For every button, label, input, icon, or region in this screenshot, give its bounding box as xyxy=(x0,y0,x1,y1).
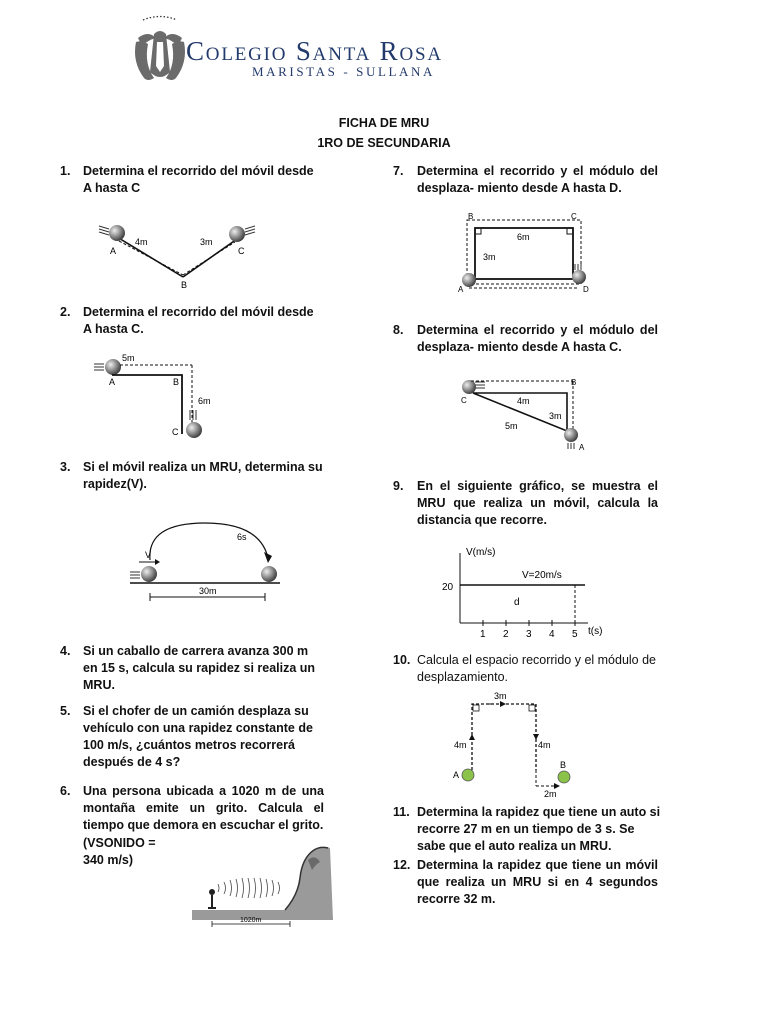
fig3-time-label: 6s xyxy=(237,532,247,542)
fig8-label-a: A xyxy=(579,443,585,452)
figure-6 xyxy=(190,840,335,932)
fig7-label-d: D xyxy=(583,285,589,294)
fig3-distance-label: 30m xyxy=(199,586,217,596)
fig2-label-c: C xyxy=(172,427,179,437)
question-text: Determina el recorrido del móvil desde A hasta C xyxy=(83,164,314,195)
fig8-label-c: C xyxy=(461,396,467,405)
figure-10 xyxy=(450,690,580,800)
fig10-bottom-distance: 2m xyxy=(544,789,557,799)
question-number: 4. xyxy=(60,644,71,658)
fig3-velocity-label: V xyxy=(145,550,152,560)
question-note-1: (VSONIDO = xyxy=(83,836,156,850)
question-number: 2. xyxy=(60,305,71,319)
fig7-label-b: B xyxy=(468,212,474,221)
chart-area-label: d xyxy=(514,597,520,608)
question-number: 12. xyxy=(393,858,411,872)
sheet-subtitle: 1RO DE SECUNDARIA xyxy=(317,136,451,150)
question-number: 1. xyxy=(60,164,71,178)
question-text: En el siguiente gráfico, se muestra el MRU que realiza un móvil, calcula la distancia que recorre. xyxy=(417,479,658,527)
school-header xyxy=(130,12,490,87)
question-text: Determina la rapidez que tiene un auto si recorre 27 m en un tiempo de 3 s. Se sabe que el auto realiza un MRU. xyxy=(417,805,661,853)
question-text: Determina el recorrido del móvil desde A hasta C. xyxy=(83,305,314,336)
figure-3 xyxy=(125,518,290,603)
velocity-time-chart xyxy=(440,543,615,648)
question-text: Si el móvil realiza un MRU, determina su rapidez(V). xyxy=(83,460,323,491)
question-text: Calcula el espacio recorrido y el módulo de desplazamiento. xyxy=(417,653,657,684)
fig8-distance-ca: 5m xyxy=(505,421,518,431)
chart-x-tick-label: 3 xyxy=(526,629,532,640)
school-name: Colegio Santa Rosa xyxy=(186,36,443,66)
question-text: Determina el recorrido y el módulo del desplaza- miento desde A hasta C. xyxy=(417,323,658,354)
chart-y-axis-label: V(m/s) xyxy=(466,547,496,558)
fig10-left-distance: 4m xyxy=(454,740,467,750)
question-number: 3. xyxy=(60,460,71,474)
figure-7 xyxy=(455,208,595,298)
figure-1 xyxy=(95,215,270,295)
fig10-right-distance: 4m xyxy=(538,740,551,750)
sheet-title: FICHA DE MRU xyxy=(338,116,430,130)
fig1-label-a: A xyxy=(110,246,117,256)
chart-x-tick-label: 2 xyxy=(503,629,509,640)
chart-y-tick-20: 20 xyxy=(442,582,454,593)
fig7-height-label: 3m xyxy=(483,252,496,262)
fig2-label-b: B xyxy=(173,377,180,387)
fig10-label-a: A xyxy=(453,770,460,780)
figure-2 xyxy=(92,352,222,440)
fig7-label-c: C xyxy=(571,212,577,221)
fig10-label-b: B xyxy=(560,760,567,770)
chart-x-axis-label: t(s) xyxy=(588,626,603,637)
question-number: 11. xyxy=(393,805,410,819)
figure-8 xyxy=(455,373,595,455)
fig7-width-label: 6m xyxy=(517,232,530,242)
question-text: Si el chofer de un camión desplaza su vehículo con una rapidez constante de 100 m/s, ¿cuántos metros recorrerá después de 4 s? xyxy=(83,704,313,769)
question-number: 9. xyxy=(393,479,404,493)
question-note-2: 340 m/s) xyxy=(83,853,134,867)
fig6-distance-label: 1020m xyxy=(240,917,262,924)
fig2-label-a: A xyxy=(109,377,116,387)
fig10-top-distance: 3m xyxy=(494,691,507,701)
question-number: 6. xyxy=(60,784,71,798)
fig1-label-c: C xyxy=(238,246,245,256)
fig8-label-b: B xyxy=(571,378,577,387)
question-text: Determina la rapidez que tiene un móvil que realiza un MRU si en 4 segundos recorre 32 m. xyxy=(417,858,658,906)
chart-x-tick-label: 5 xyxy=(572,629,578,640)
fig8-distance-cb: 4m xyxy=(517,396,530,406)
fig1-distance-bc: 3m xyxy=(200,237,213,247)
school-crest-icon xyxy=(130,12,190,84)
question-number: 5. xyxy=(60,704,71,718)
question-text: Determina el recorrido y el módulo del desplaza- miento desde A hasta D. xyxy=(417,164,658,195)
question-number: 7. xyxy=(393,164,404,178)
school-subtitle: MARISTAS - SULLANA xyxy=(252,64,435,79)
question-text: Si un caballo de carrera avanza 300 m en 15 s, calcula su rapidez si realiza un MRU. xyxy=(83,644,316,692)
question-number: 10. xyxy=(393,653,411,667)
fig8-distance-ba: 3m xyxy=(549,411,562,421)
question-number: 8. xyxy=(393,323,404,337)
fig2-distance-bc: 6m xyxy=(198,396,211,406)
fig1-label-b: B xyxy=(181,280,188,290)
chart-x-tick-label: 4 xyxy=(549,629,555,640)
question-text: Una persona ubicada a 1020 m de una montaña emite un grito. Calcula el tiempo que demora en escuchar el grito. xyxy=(83,784,324,832)
chart-series-label: V=20m/s xyxy=(522,570,562,581)
fig7-label-a: A xyxy=(458,285,464,294)
chart-x-tick-label: 1 xyxy=(480,629,486,640)
fig1-distance-ab: 4m xyxy=(135,237,148,247)
fig2-distance-ab: 5m xyxy=(122,353,135,363)
